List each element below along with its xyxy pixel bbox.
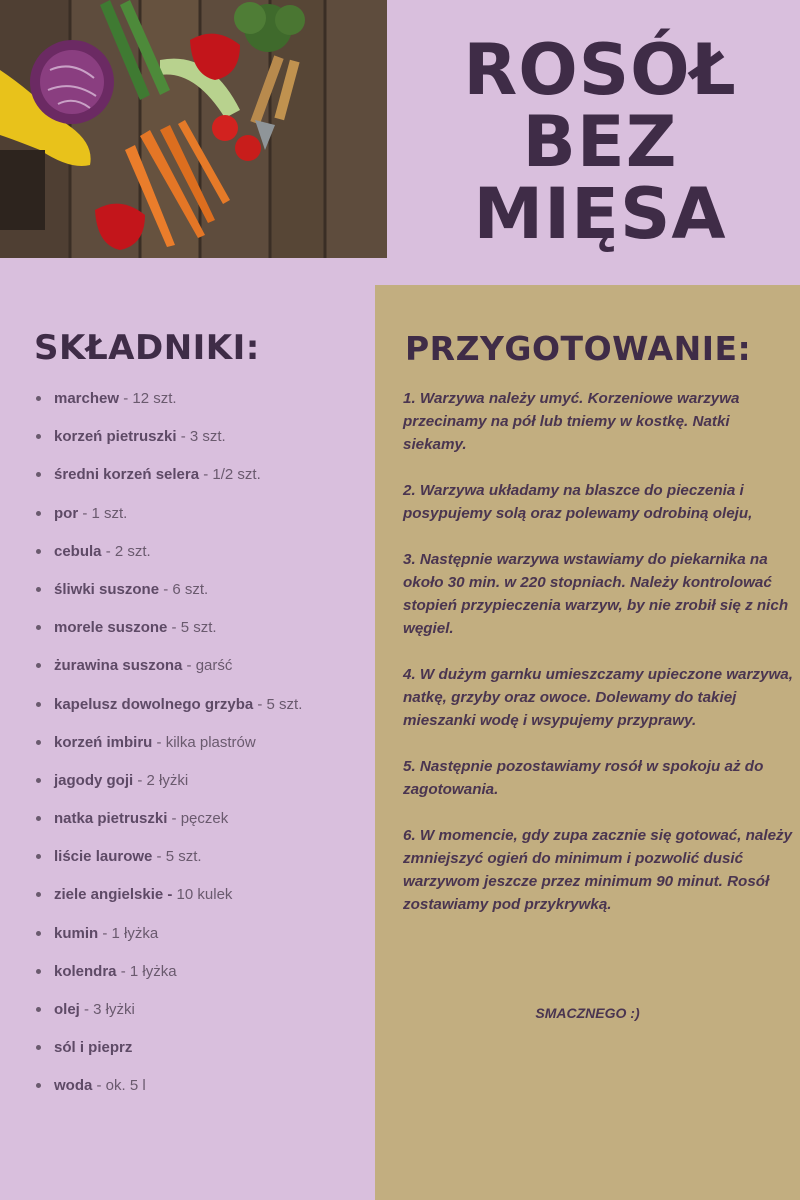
ingredient-item [34, 804, 364, 842]
ingredient-item [34, 766, 364, 804]
ingredient-quantity: - garść [182, 657, 233, 675]
ingredient-name: liście laurowe [54, 848, 153, 866]
ingredient-name: kapelusz dowolnego grzyba [54, 695, 254, 713]
ingredient-name: śliwki suszone [54, 580, 160, 598]
preparation-panel [375, 285, 800, 1200]
ingredient-name: korzeń imbiru [54, 733, 153, 751]
ingredient-item [34, 690, 364, 728]
ingredient-item [34, 613, 364, 651]
ingredient-item [34, 460, 364, 498]
ingredient-quantity: - 5 szt. [167, 619, 217, 637]
ingredient-quantity: 10 kulek [172, 886, 233, 904]
ingredient-quantity: - kilka plastrów [152, 733, 256, 751]
vegetables-illustration [0, 0, 387, 258]
ingredient-quantity: - 1/2 szt. [199, 466, 261, 484]
title-line-1: ROSÓŁ [463, 29, 737, 111]
ingredient-name: por [54, 504, 79, 522]
ingredient-quantity: - 6 szt. [159, 580, 209, 598]
ingredient-quantity: - pęczek [167, 810, 229, 828]
ingredient-name: marchew [54, 390, 120, 407]
ingredient-item [34, 880, 364, 918]
ingredient-item [34, 384, 364, 422]
ingredient-item [34, 422, 364, 460]
vegetables-photo [0, 0, 387, 258]
ingredient-item [34, 1033, 364, 1071]
ingredient-item [34, 537, 364, 575]
ingredient-item [34, 1071, 364, 1109]
ingredient-item [34, 842, 364, 880]
ingredient-name: jagody goji [54, 771, 134, 789]
ingredient-item [34, 728, 364, 766]
ingredient-quantity: - 1 łyżka [98, 924, 159, 942]
ingredient-quantity: - 2 łyżki [133, 771, 189, 789]
ingredients-list [34, 384, 364, 1110]
preparation-step: 6. W momencie, gdy zupa zacznie się gotować, należy zmniejszyć ogień do minimum i pozwolić dusić warzywom jeszcze przez minimum 90 minut. Rosół zostawiamy pod przykrywką. [403, 827, 793, 913]
ingredient-name: sól i pieprz [54, 1039, 133, 1057]
ingredient-name: korzeń pietruszki [54, 428, 177, 446]
ingredient-item [34, 919, 364, 957]
ingredient-quantity: - 3 szt. [176, 428, 226, 446]
ingredient-name: kolendra [54, 962, 117, 980]
preparation-step: 2. Warzywa układamy na blaszce do pieczenia i posypujemy solą oraz polewamy odrobiną oleju, [403, 482, 753, 522]
title-line-3: MIĘSA [473, 173, 727, 255]
ingredient-name: ziele angielskie - [54, 886, 173, 904]
recipe-title [420, 29, 780, 255]
ingredient-item [34, 651, 364, 689]
ingredient-item [34, 957, 364, 995]
preparation-step: 3. Następnie warzywa wstawiamy do piekarnika na około 30 min. w 220 stopniach. Należy kontrolować stopień przypieczenia warzyw, by nie zrobił się z nich węgiel. [403, 551, 789, 637]
ingredient-name: żurawina suszona [54, 657, 183, 675]
ingredient-quantity: - 3 łyżki [79, 1001, 135, 1018]
ingredient-quantity: - 5 szt. [253, 695, 303, 713]
title-line-2: BEZ [522, 101, 678, 183]
preparation-heading: PRZYGOTOWANIE: [405, 329, 752, 368]
ingredient-name: morele suszone [54, 619, 168, 637]
ingredients-heading: SKŁADNIKI: [34, 328, 260, 368]
preparation-steps [403, 387, 793, 939]
ingredient-name: kumin [54, 924, 99, 942]
ingredient-name: woda [54, 1077, 93, 1095]
preparation-step: 4. W dużym garnku umieszczamy upieczone warzywa, natkę, grzyby oraz owoce. Dolewamy do takiej mieszanki wodę i wsypujemy przyprawy. [403, 666, 793, 729]
ingredient-quantity: - 12 szt. [119, 390, 177, 407]
ingredient-name: cebula [54, 542, 102, 560]
ingredient-name: natka pietruszki [54, 810, 168, 828]
preparation-step: 5. Następnie pozostawiamy rosół w spokoju aż do zagotowania. [403, 758, 764, 798]
ingredient-item [34, 575, 364, 613]
ingredient-name: olej [54, 1001, 80, 1018]
ingredient-quantity: - 1 szt. [78, 504, 128, 522]
closing-text: SMACZNEGO :) [535, 1005, 640, 1021]
ingredient-quantity: - ok. 5 l [92, 1077, 146, 1095]
ingredient-item [34, 499, 364, 537]
ingredient-quantity: - 2 szt. [101, 542, 151, 560]
ingredient-name: średni korzeń selera [54, 466, 200, 484]
ingredient-quantity: - 5 szt. [152, 848, 202, 866]
ingredient-quantity: - 1 łyżka [116, 962, 177, 980]
ingredient-item [34, 995, 364, 1033]
preparation-step: 1. Warzywa należy umyć. Korzeniowe warzywa przecinamy na pół lub tniemy w kostkę. Natki siekamy. [403, 390, 740, 453]
